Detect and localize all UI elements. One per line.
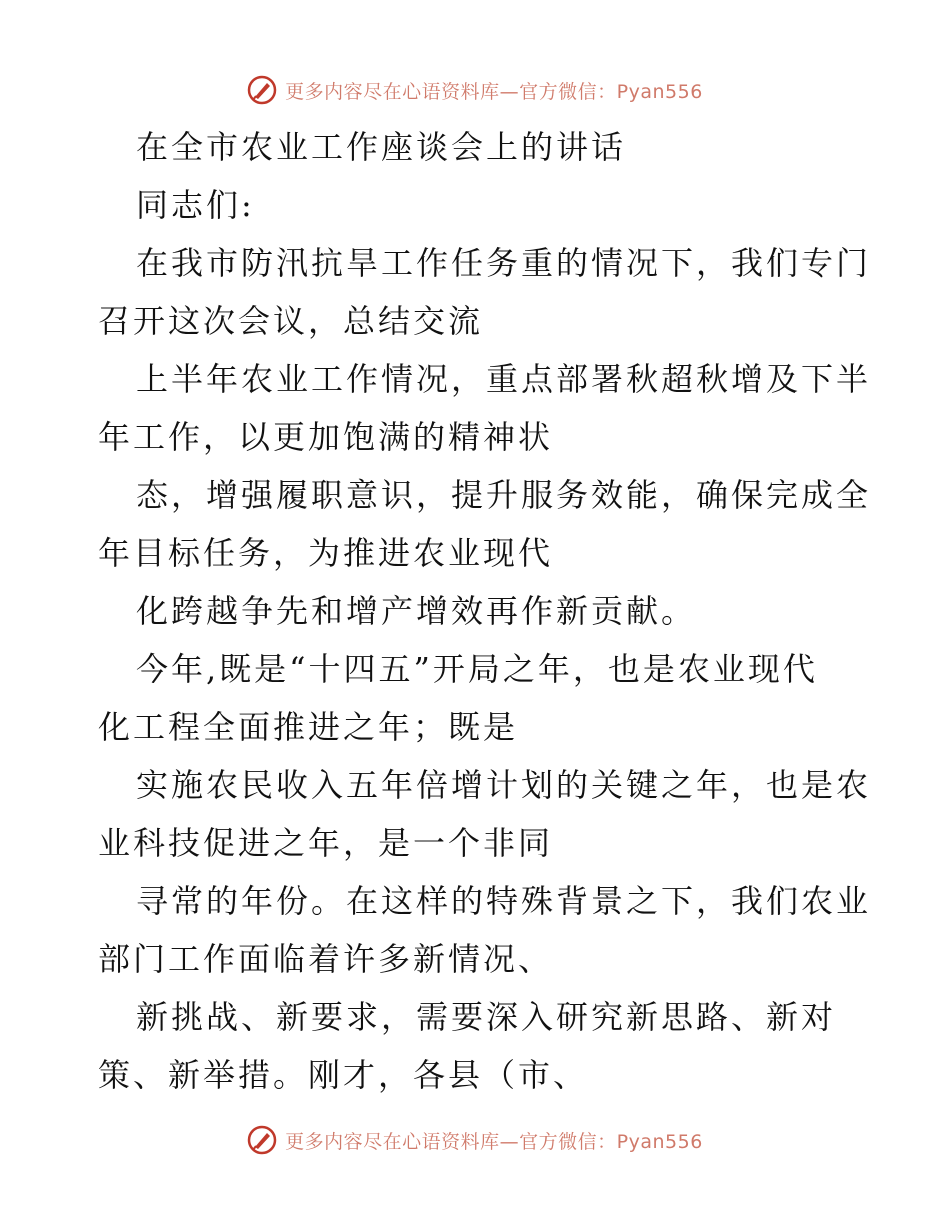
paragraph-line: 在我市防汛抗旱工作任务重的情况下，我们专门	[136, 244, 872, 282]
paragraph-line: 召开这次会议，总结交流	[98, 302, 484, 340]
paragraph-line: 策、新举措。刚才，各县（市、	[98, 1056, 589, 1094]
paragraph-line: 化跨越争先和增产增效再作新贡献。	[136, 592, 697, 630]
paragraph-line: 年工作，以更加饱满的精神状	[98, 418, 554, 456]
paragraph-line: 寻常的年份。在这样的特殊背景之下，我们农业	[136, 882, 872, 920]
paragraph-line: 部门工作面临着许多新情况、	[98, 940, 554, 978]
footer-watermark	[0, 1120, 950, 1160]
paragraph-line: 态，增强履职意识，提升服务效能，确保完成全	[136, 476, 872, 514]
quill-pen-logo-icon	[247, 1125, 277, 1155]
quill-pen-logo-icon	[247, 75, 277, 105]
header-watermark	[0, 70, 950, 110]
paragraph-line: 业科技促进之年，是一个非同	[98, 824, 554, 862]
paragraph-line: 实施农民收入五年倍增计划的关键之年，也是农	[136, 766, 872, 804]
paragraph-line: 上半年农业工作情况，重点部署秋超秋增及下半	[136, 360, 872, 398]
document-title: 在全市农业工作座谈会上的讲话	[136, 128, 627, 166]
paragraph-line: 新挑战、新要求，需要深入研究新思路、新对	[136, 998, 837, 1036]
document-body	[98, 118, 872, 1104]
watermark-text: 更多内容尽在心语资料库—官方微信：Pyan556	[285, 1130, 703, 1153]
salutation: 同志们:	[136, 186, 255, 224]
watermark-text: 更多内容尽在心语资料库—官方微信：Pyan556	[285, 80, 703, 103]
paragraph-line: 化工程全面推进之年；既是	[98, 708, 519, 746]
paragraph-line: 今年,既是“十四五”开局之年，也是农业现代	[136, 650, 818, 688]
paragraph-line: 年目标任务，为推进农业现代	[98, 534, 554, 572]
